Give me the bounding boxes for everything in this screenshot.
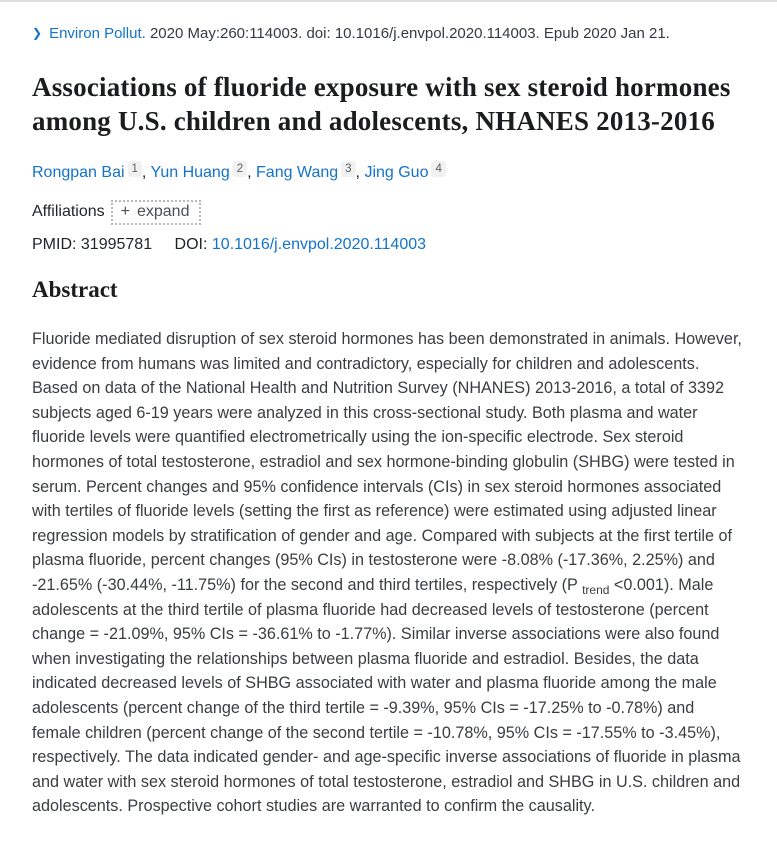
citation-details: 2020 May:260:114003. doi: 10.1016/j.envpol.2020.114003. Epub 2020 Jan 21. xyxy=(149,25,670,42)
identifiers-row xyxy=(32,234,745,256)
plus-icon: + xyxy=(120,202,130,220)
chevron-right-icon: ❯ xyxy=(32,26,43,40)
author-separator: , xyxy=(355,164,365,181)
author-affiliation-sup-2[interactable]: 2 xyxy=(233,161,247,177)
abstract-text-part2: <0.001). Male adolescents at the third tertile of plasma fluoride had decreased levels of testosterone (percent change = -21.09%, 95% CIs = -36.61% to -1.77%). Similar inverse associations were also found when investigating the relationships between plasma fluoride and estradiol. Besides, the data indicated decreased levels of SHBG associated with water and plasma fluoride among the male adolescents (percent change of the third tertile = -9.39%, 95% CIs = -17.25% to -0.78%) and female children (percent change of the second tertile = -10.78%, 95% CIs = -17.55% to -3.45%), respectively. The data indicated gender- and age-specific inverse associations of fluoride in plasma and water with sex steroid hormones of total testosterone, estradiol and SHBG in U.S. children and adolescents. Prospective cohort studies are warranted to confirm the causality. xyxy=(32,575,741,816)
author-link-4[interactable]: Jing Guo xyxy=(364,164,429,181)
p-trend-subscript: trend xyxy=(582,583,610,598)
article-page xyxy=(0,2,777,855)
abstract-heading: Abstract xyxy=(32,277,118,302)
pmid-group xyxy=(32,236,152,253)
doi-label: DOI: xyxy=(174,236,208,253)
pmid-value: 31995781 xyxy=(80,236,153,253)
author-link-1[interactable]: Rongpan Bai xyxy=(32,164,125,181)
article-citation xyxy=(32,24,745,44)
author-affiliation-sup-3[interactable]: 3 xyxy=(341,161,355,177)
author-link-2[interactable]: Yun Huang xyxy=(150,164,230,181)
pmid-label: PMID: xyxy=(32,236,77,253)
abstract-text xyxy=(32,327,745,819)
expand-label: expand xyxy=(136,202,190,220)
affiliations-label: Affiliations xyxy=(32,203,105,220)
affiliations-row xyxy=(32,197,745,227)
author-affiliation-sup-1[interactable]: 1 xyxy=(128,161,142,177)
author-link-3[interactable]: Fang Wang xyxy=(256,164,339,181)
authors-list xyxy=(32,161,745,185)
page-title: Associations of fluoride exposure with sex steroid hormones among U.S. children and adolescents, NHANES 2013-2016 xyxy=(32,72,731,136)
author-separator: , xyxy=(247,164,257,181)
doi-link[interactable]: 10.1016/j.envpol.2020.114003 xyxy=(211,236,427,253)
abstract-text-part1: Fluoride mediated disruption of sex steroid hormones has been demonstrated in animals. However, evidence from humans was limited and contradictory, especially for children and adolescents. Based on data of the National Health and Nutrition Survey (NHANES) 2013-2016, a total of 3392 subjects aged 6-19 years were analyzed in this cross-sectional study. Both plasma and water fluoride levels were quantified electrometrically using the ion-specific electrode. Sex steroid hormones of total testosterone, estradiol and sex hormone-binding globulin (SHBG) were tested in serum. Percent changes and 95% confidence intervals (CIs) in sex steroid hormones associated with tertiles of fluoride levels (setting the first as reference) were estimated using adjusted linear regression models by stratification of gender and age. Compared with subjects at the first tertile of plasma fluoride, percent changes (95% CIs) in testosterone were -8.08% (-17.36%, 2.25%) and -21.65% (-30.44%, -11.75%) for the second and third tertiles, respectively (P xyxy=(32,330,742,594)
journal-link[interactable]: Environ Pollut. xyxy=(49,25,146,42)
expand-affiliations-button[interactable] xyxy=(111,200,202,225)
author-separator: , xyxy=(141,164,151,181)
author-affiliation-sup-4[interactable]: 4 xyxy=(431,161,445,177)
